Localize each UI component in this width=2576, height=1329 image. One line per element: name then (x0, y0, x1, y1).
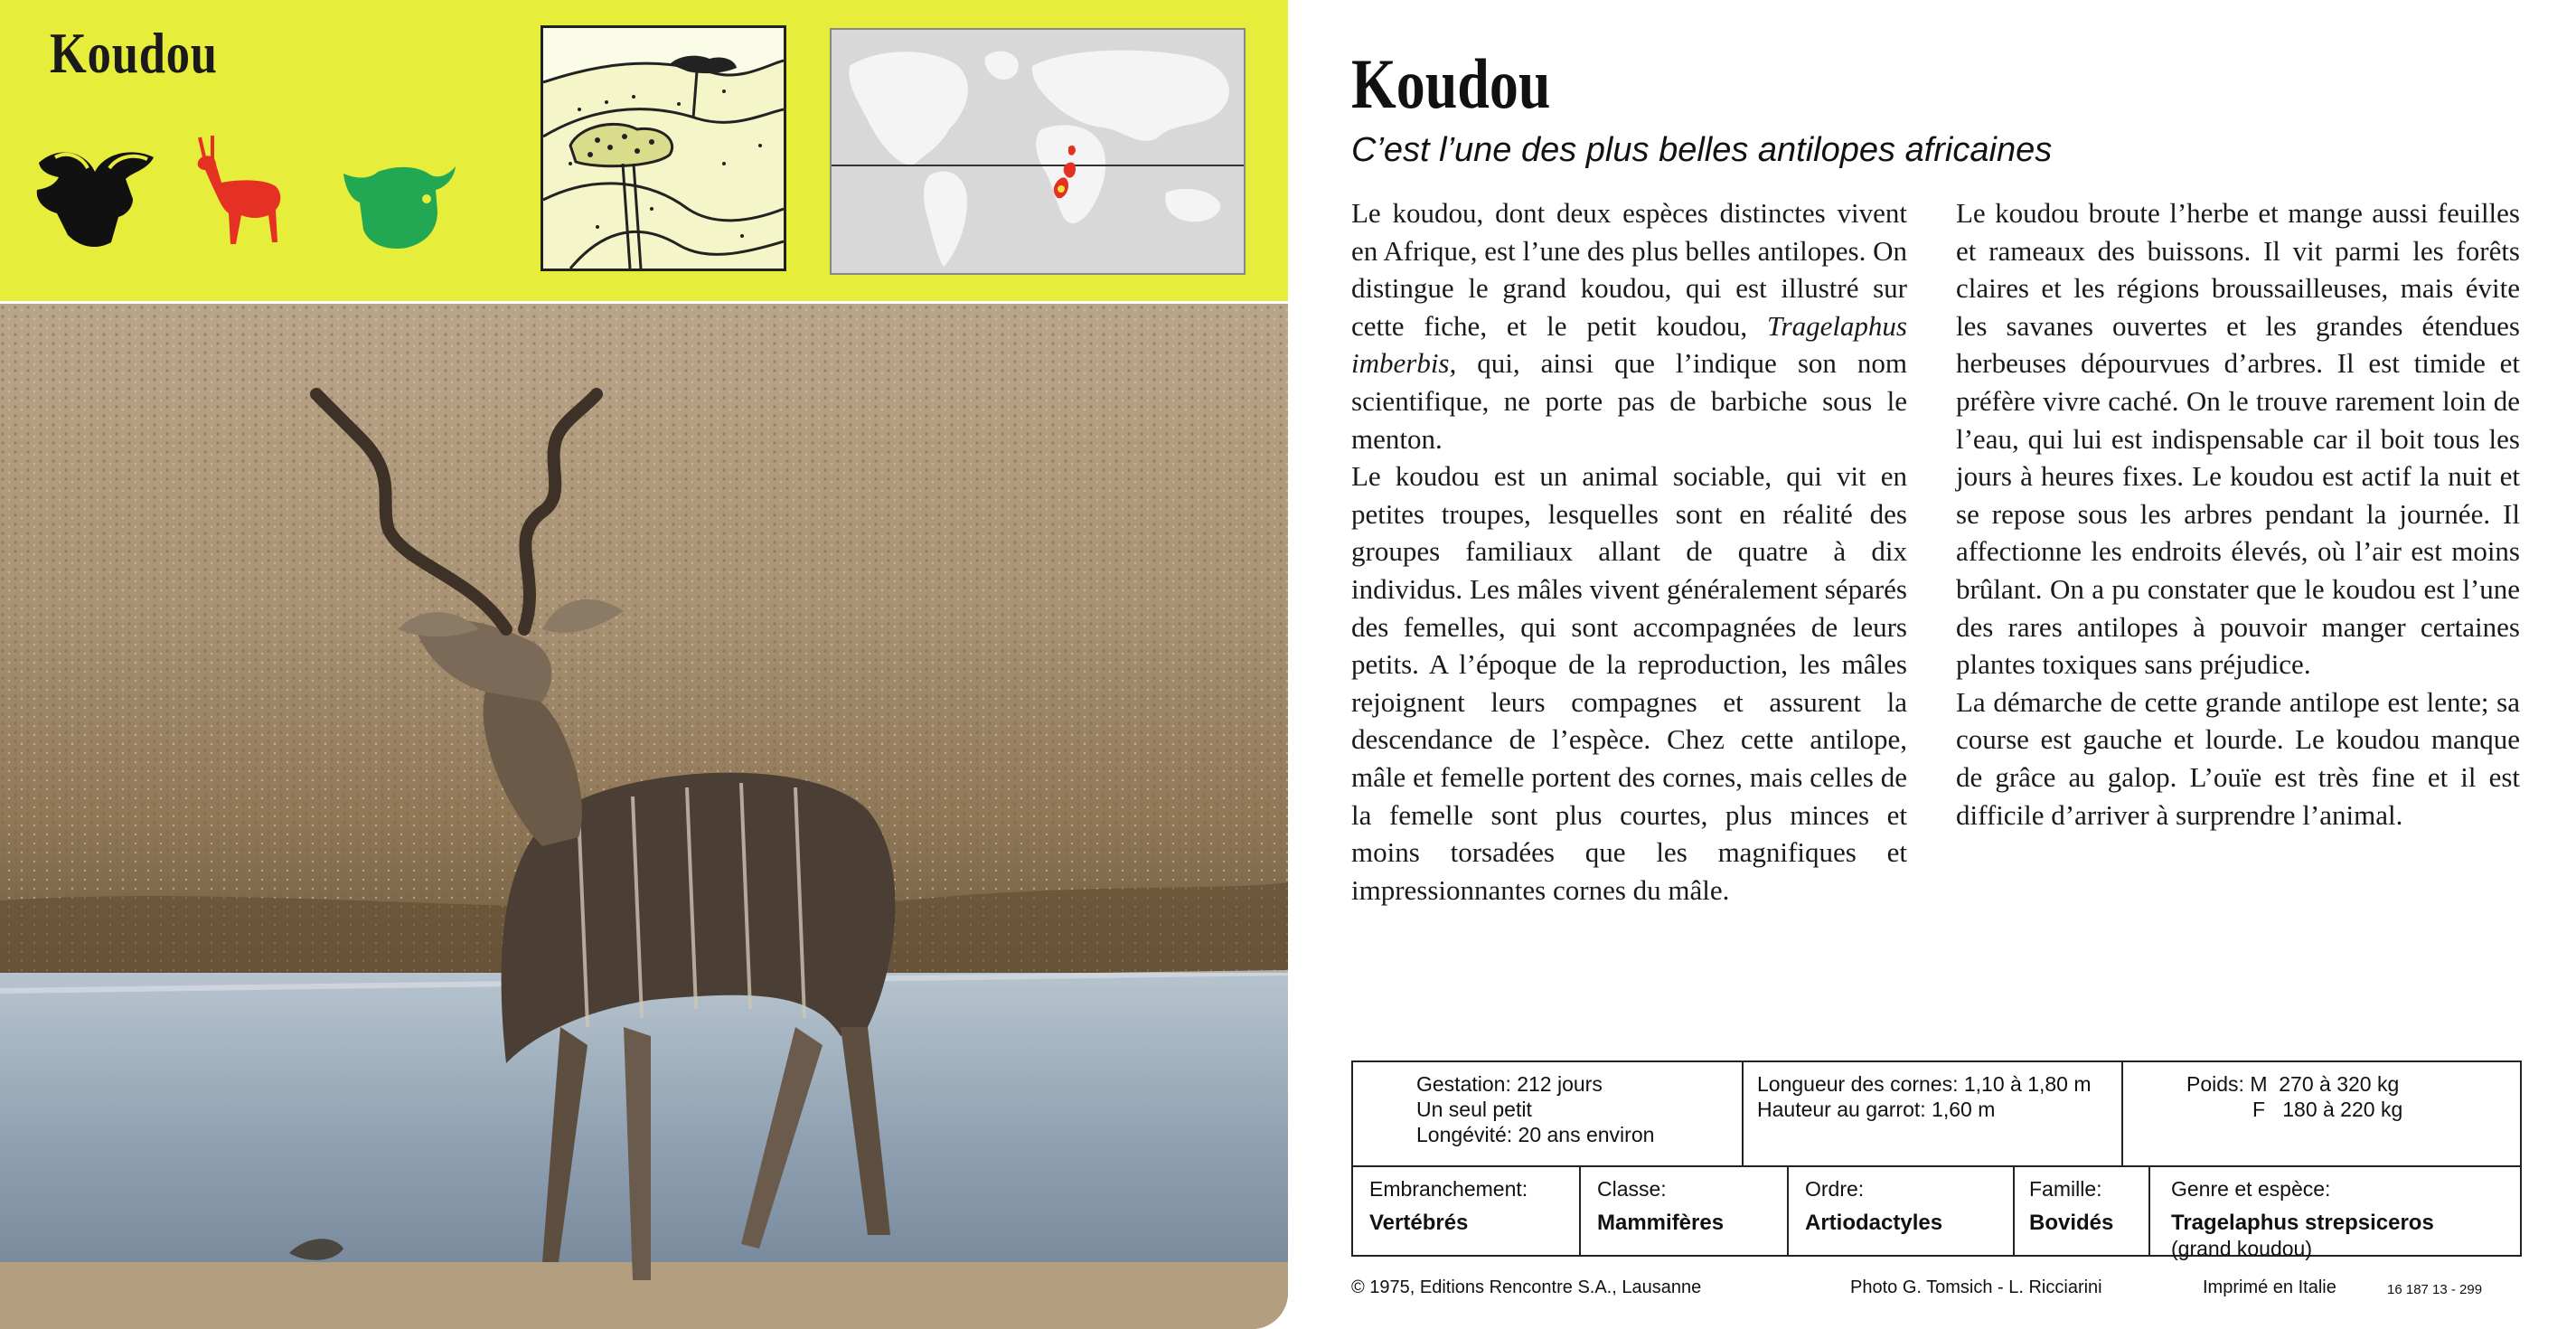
species-cell (2171, 1176, 2434, 1261)
weight-female-label: F (2252, 1098, 2266, 1121)
species-label: Genre et espèce: (2171, 1177, 2331, 1201)
phylum-cell (1369, 1176, 1528, 1236)
species-note: (grand koudou) (2171, 1237, 2312, 1260)
card-code: 16 187 13 - 299 (2387, 1282, 2483, 1297)
order-cell (1805, 1176, 1942, 1236)
size-cell (1757, 1071, 2092, 1122)
world-map (832, 30, 1244, 273)
phylum-label: Embranchement: (1369, 1177, 1528, 1201)
weight-label: Poids: M (2186, 1072, 2268, 1096)
family-cell (2029, 1176, 2113, 1236)
paragraph: Le koudou est un animal sociable, qui vit en petites troupes, lesquelles sont en réalité des groupes familiaux allant de quatre à dix individus. Les mâles vivent généralement séparés des femelles, qui sont accompagnées de leurs petits. A l’époque de la reproduction, les mâles rejoignent leurs compagnes et assurent la descendance de l’espèce. Chez cette antilope, mâle et femelle portent des cornes, mais celles de la femelle sont plus courtes, plus minces et moins torsadées que les magnifiques et impressionnantes cornes du mâle. (1351, 460, 1907, 906)
buffalo-head-icon (32, 145, 167, 253)
order-label: Ordre: (1805, 1177, 1865, 1201)
habitat-illustration (541, 25, 786, 271)
class-label: Classe: (1597, 1177, 1667, 1201)
text-column-1 (1351, 194, 1907, 909)
paragraph: La démarche de cette grande antilope est lente; sa course est gauche et lourde. Le koudou manque de grâce au galop. L’ouïe est très fine et il est difficile d’arriver à surprendre l’animal. (1956, 685, 2520, 831)
facts-table (1351, 1060, 2522, 1260)
paragraph (1351, 194, 1907, 457)
scientific-name: Tragelaphus imberbis, (1351, 309, 1907, 380)
reproduction-cell (1416, 1071, 1654, 1147)
bull-head-icon (342, 156, 459, 255)
card-title: Koudou (50, 21, 218, 85)
class-cell (1597, 1176, 1724, 1236)
weight-female: 180 à 220 kg (2282, 1098, 2403, 1121)
article-subtitle: C’est l’une des plus belles antilopes africaines (1351, 131, 2053, 169)
shoulder-height: Hauteur au garrot: 1,60 m (1757, 1098, 1996, 1121)
kudu-photo (0, 304, 1288, 1329)
distribution-map (830, 28, 1246, 275)
class-value: Mammifères (1597, 1211, 1725, 1235)
species-value: Tragelaphus strepsiceros (2171, 1211, 2434, 1235)
copyright: © 1975, Editions Rencontre S.A., Lausanne (1351, 1277, 1702, 1297)
horn-length: Longueur des cornes: 1,10 à 1,80 m (1757, 1072, 2092, 1096)
family-value: Bovidés (2029, 1211, 2114, 1235)
longevity: Longévité: 20 ans environ (1416, 1123, 1655, 1146)
order-value: Artiodactyles (1805, 1211, 1943, 1235)
paragraph-text: Le koudou, dont deux espèces distinctes vivent en Afrique, est l’une des plus belles antilopes. On distingue le grand koudou, qui est illustré sur cette fiche, et le petit koudou, (1351, 197, 1907, 342)
paragraph: Le koudou broute l’herbe et mange aussi feuilles et rameaux des buissons. Il vit parmi les forêts claires et les régions broussailleuses, mais évite les savanes ouvertes et les grandes étendues herbeuses dépourvues d’arbres. Il est timide et préfère vivre caché. On le trouve rarement loin de l’eau, qui lui est indispensable car il boit tous les jours à heures fixes. Le koudou est actif la nuit et se repose sous les arbres pendant la journée. Il affectionne les endroits élevés, où l’air est moins brûlant. On a pu constater que le koudou est l’une des rares antilopes à pouvoir manger certaines plantes toxiques sans préjudice. (1956, 197, 2520, 681)
article-title: Koudou (1351, 44, 1551, 123)
weight-male: 270 à 320 kg (2279, 1072, 2400, 1096)
printed-in: Imprimé en Italie (2203, 1277, 2336, 1297)
kudu-photograph (0, 304, 1288, 1329)
gestation: Gestation: 212 jours (1416, 1072, 1603, 1096)
right-card (1288, 0, 2576, 1329)
text-column-2 (1956, 194, 2520, 834)
habitat-drawing (543, 28, 784, 269)
family-label: Famille: (2029, 1177, 2102, 1201)
weight-cell (2186, 1071, 2503, 1122)
young-count: Un seul petit (1416, 1098, 1532, 1121)
photo-credit: Photo G. Tomsich - L. Ricciarini (1850, 1277, 2102, 1297)
paragraph-text: qui, ainsi que l’indique son nom scientifique, ne porte pas de barbiche sous le menton. (1351, 347, 1907, 455)
antelope-icon (185, 134, 294, 251)
phylum-value: Vertébrés (1369, 1211, 1469, 1235)
